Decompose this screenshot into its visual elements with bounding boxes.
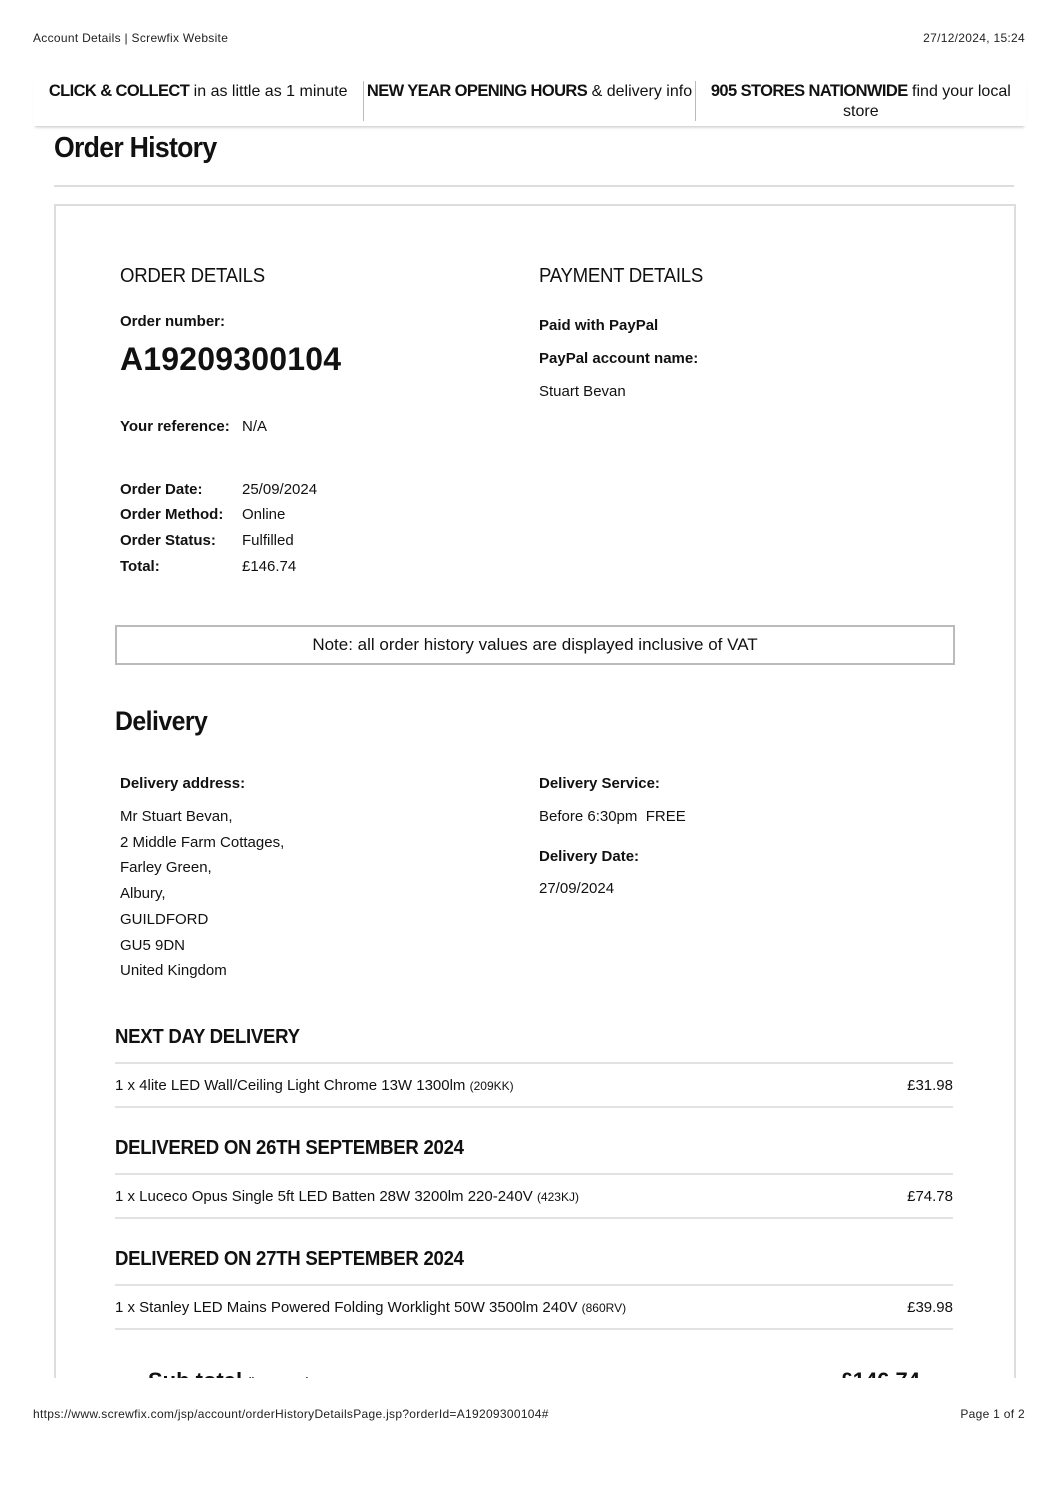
promo-opening-hours[interactable] xyxy=(364,78,694,126)
item-price: £39.98 xyxy=(907,1299,953,1316)
item-description: 1 x Stanley LED Mains Powered Folding Worklight 50W 3500lm 240V xyxy=(115,1299,578,1316)
item-description: 1 x Luceco Opus Single 5ft LED Batten 28W 3200lm 220-240V xyxy=(115,1188,533,1205)
print-page-number: Page 1 of 2 xyxy=(960,1407,1025,1421)
promo-click-collect[interactable] xyxy=(33,78,363,126)
divider xyxy=(115,1328,953,1330)
delivery-date-value: 27/09/2024 xyxy=(539,880,615,897)
promo-bold: 905 STORES NATIONWIDE xyxy=(710,82,908,100)
delivery-date-label: Delivery Date: xyxy=(539,848,640,865)
order-method-value: Online xyxy=(242,506,286,523)
address-line: 2 Middle Farm Cottages, xyxy=(120,833,285,851)
group-heading: NEXT DAY DELIVERY xyxy=(115,1026,300,1048)
address-line: GUILDFORD xyxy=(120,910,209,928)
order-method-label: Order Method: xyxy=(120,506,224,523)
reference-label: Your reference: xyxy=(120,418,230,435)
divider xyxy=(115,1062,953,1064)
promo-bold: NEW YEAR OPENING HOURS xyxy=(366,82,588,100)
divider xyxy=(115,1284,953,1286)
order-number-label: Order number: xyxy=(120,313,226,330)
order-status-label: Order Status: xyxy=(120,532,216,549)
promo-bar xyxy=(33,78,1026,126)
item-code: (860RV) xyxy=(581,1301,627,1315)
title-divider xyxy=(54,185,1014,187)
address-line: Farley Green, xyxy=(120,859,212,877)
delivery-address xyxy=(120,804,284,984)
order-number: A19209300104 xyxy=(120,341,342,377)
delivery-address-label: Delivery address: xyxy=(120,775,246,792)
divider xyxy=(115,1173,953,1175)
print-datetime: 27/12/2024, 15:24 xyxy=(923,31,1025,45)
page-title: Order History xyxy=(54,132,217,164)
paypal-account-label: PayPal account name: xyxy=(539,350,699,367)
list-item xyxy=(115,1077,514,1094)
item-price: £74.78 xyxy=(907,1188,953,1205)
delivery-heading: Delivery xyxy=(115,706,208,736)
order-date-value: 25/09/2024 xyxy=(242,481,318,498)
delivery-service-label: Delivery Service: xyxy=(539,775,660,792)
order-total-label: Total: xyxy=(120,558,160,575)
order-details-heading: ORDER DETAILS xyxy=(120,265,265,287)
print-url: https://www.screwfix.com/jsp/account/orderHistoryDetailsPage.jsp?orderId=A19209300104# xyxy=(33,1407,549,1421)
group-heading: DELIVERED ON 27TH SEPTEMBER 2024 xyxy=(115,1248,464,1270)
vat-note: Note: all order history values are displayed inclusive of VAT xyxy=(115,625,955,665)
item-description: 1 x 4lite LED Wall/Ceiling Light Chrome 13W 1300lm xyxy=(115,1077,466,1094)
payment-details-heading: PAYMENT DETAILS xyxy=(539,265,703,287)
promo-stores[interactable] xyxy=(696,78,1026,126)
reference-value: N/A xyxy=(242,418,268,435)
list-item xyxy=(115,1299,626,1316)
divider xyxy=(115,1106,953,1108)
address-line: Mr Stuart Bevan, xyxy=(120,808,233,825)
item-code: (209KK) xyxy=(469,1079,514,1093)
promo-text: in as little as 1 minute xyxy=(189,83,348,100)
paid-with: Paid with PayPal xyxy=(539,317,659,334)
promo-bold: CLICK & COLLECT xyxy=(48,82,190,100)
order-total-value: £146.74 xyxy=(242,558,297,575)
item-price: £31.98 xyxy=(907,1077,953,1094)
item-code: (423KJ) xyxy=(536,1190,579,1204)
page-break-mask xyxy=(0,1378,1058,1408)
order-date-label: Order Date: xyxy=(120,481,203,498)
print-page-title: Account Details | Screwfix Website xyxy=(33,31,229,45)
delivery-service-value: Before 6:30pm FREE xyxy=(539,808,686,825)
address-line: Albury, xyxy=(120,885,166,903)
divider xyxy=(115,1217,953,1219)
promo-text: find your local store xyxy=(843,83,1011,120)
list-item xyxy=(115,1188,579,1205)
order-status-value: Fulfilled xyxy=(242,532,294,549)
promo-text: & delivery info xyxy=(587,83,693,100)
group-heading: DELIVERED ON 26TH SEPTEMBER 2024 xyxy=(115,1137,464,1159)
address-line: GU5 9DN xyxy=(120,936,186,954)
address-line: United Kingdom xyxy=(120,962,227,980)
paypal-account-name: Stuart Bevan xyxy=(539,383,626,400)
